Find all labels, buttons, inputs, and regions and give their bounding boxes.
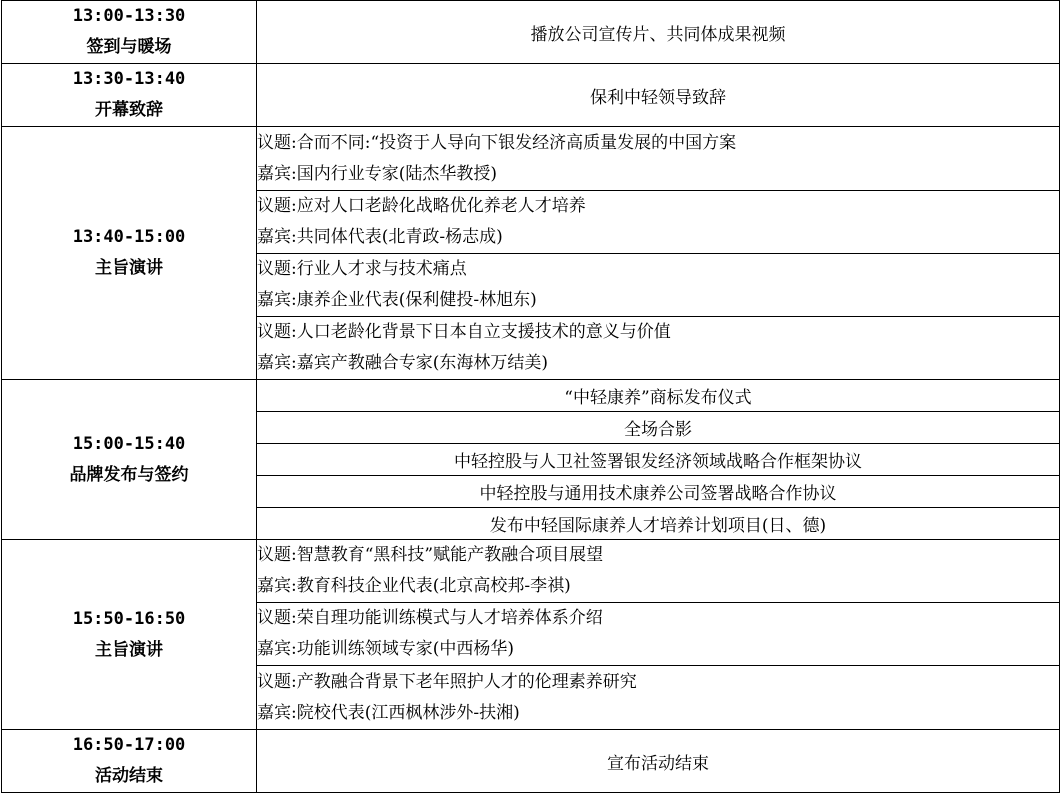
talk-topic: 议题:合而不同:“投资于人导向下银发经济高质量发展的中国方案 [257,132,737,153]
session-time-cell [2,1,257,64]
session-time-cell [2,730,257,793]
session-time: 13:40-15:00 [72,227,186,247]
agenda-row [2,1,1060,64]
session-time-cell [2,380,257,540]
agenda-row [2,730,1060,793]
agenda-row [2,64,1060,127]
session-label: 活动结束 [95,766,163,786]
session-label: 主旨演讲 [95,258,163,278]
session-content: 播放公司宣传片、共同体成果视频 [257,1,1060,64]
talk-guest: 嘉宾:嘉宾产教融合专家(东海林万结美) [257,353,548,373]
talk-item [257,127,1060,191]
launch-item: 全场合影 [257,412,1060,444]
launch-item: 中轻控股与通用技术康养公司签署战略合作协议 [257,476,1060,508]
session-time-cell [2,64,257,127]
talk-guest: 嘉宾:康养企业代表(保利健投-林旭东) [257,290,537,310]
session-label: 品牌发布与签约 [69,464,189,485]
talk-topic: 议题:行业人才求与技术痛点 [257,259,467,279]
session-content: 宣布活动结束 [257,730,1060,793]
agenda-row [2,380,1060,412]
launch-item: 发布中轻国际康养人才培养计划项目(日、德) [257,508,1060,540]
talk-guest: 嘉宾:国内行业专家(陆杰华教授) [257,163,497,184]
talk-item [257,317,1060,380]
session-label: 签到与暖场 [86,37,172,57]
talk-item [257,254,1060,317]
launch-item: 中轻控股与人卫社签署银发经济领域战略合作框架协议 [257,444,1060,476]
talk-topic: 议题:应对人口老龄化战略优化养老人才培养 [257,196,586,216]
session-label: 主旨演讲 [95,639,163,660]
session-content: 保利中轻领导致辞 [257,64,1060,127]
talk-item [257,603,1060,666]
launch-item: “中轻康养”商标发布仪式 [257,380,1060,412]
session-time-cell [2,540,257,730]
talk-guest: 嘉宾:院校代表(江西枫林涉外-扶湘) [257,702,520,723]
session-label: 开幕致辞 [95,100,163,120]
talk-topic: 议题:人口老龄化背景下日本自立支援技术的意义与价值 [257,322,671,342]
talk-topic: 议题:荣自理功能训练模式与人才培养体系介绍 [257,608,603,628]
talk-topic: 议题:智慧教育“黑科技”赋能产教融合项目展望 [257,545,604,565]
session-time: 16:50-17:00 [72,735,186,755]
agenda-row [2,540,1060,603]
session-time: 13:00-13:30 [72,6,186,26]
talk-item [257,540,1060,603]
talk-guest: 嘉宾:功能训练领域专家(中西杨华) [257,639,514,659]
talk-guest: 嘉宾:教育科技企业代表(北京高校邦-李祺) [257,576,571,596]
session-time-cell [2,127,257,380]
talk-item [257,191,1060,254]
talk-item [257,666,1060,730]
session-time: 15:50-16:50 [72,608,186,629]
agenda-row [2,127,1060,191]
session-time: 15:00-15:40 [72,433,186,454]
agenda-table [1,0,1060,793]
session-time: 13:30-13:40 [72,69,186,89]
talk-topic: 议题:产教融合背景下老年照护人才的伦理素养研究 [257,671,637,692]
talk-guest: 嘉宾:共同体代表(北青政-杨志成) [257,227,503,247]
